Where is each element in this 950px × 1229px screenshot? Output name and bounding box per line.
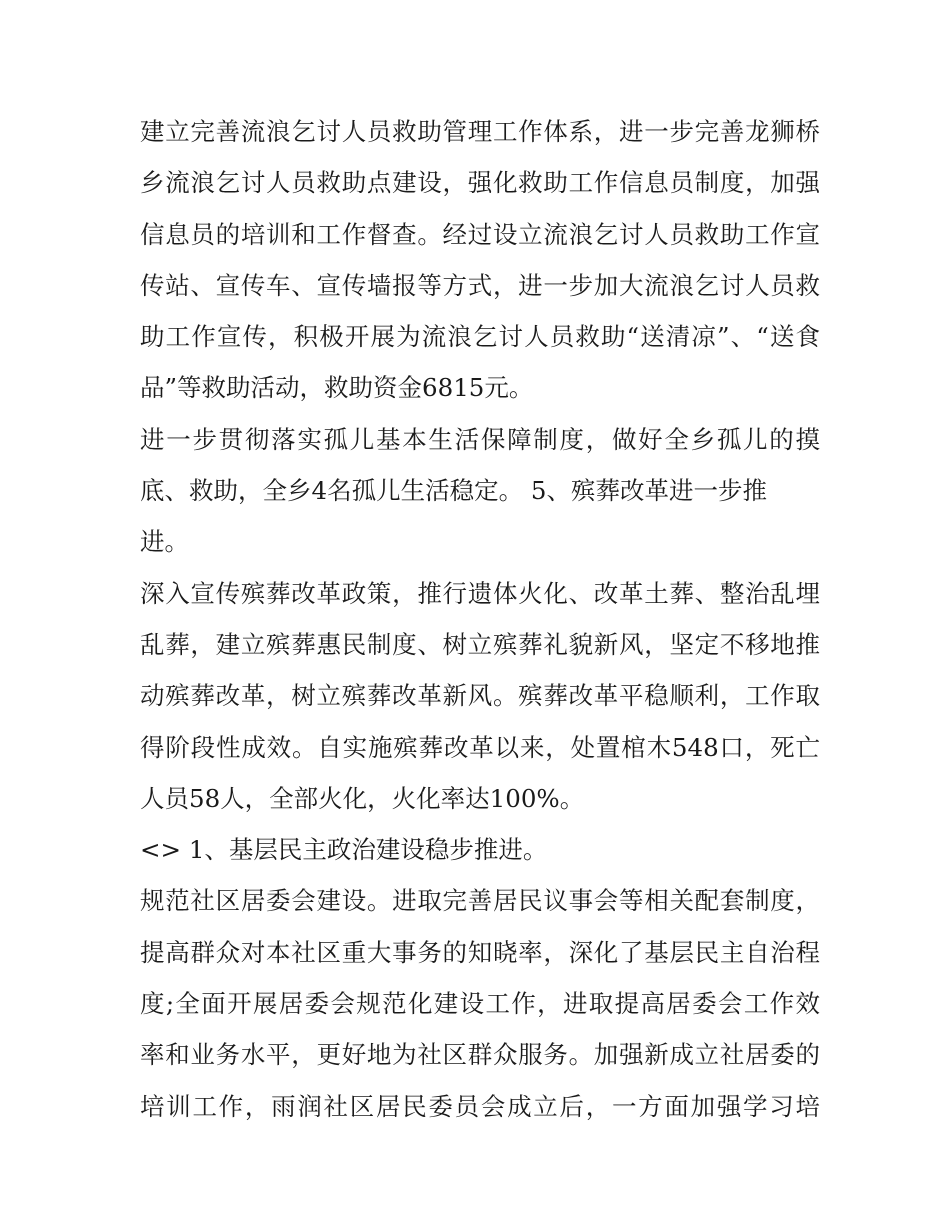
text-line: 得阶段性成效。自实施殡葬改革以来，处置棺木548口，死亡 [140, 732, 820, 762]
text-line: 动殡葬改革，树立殡葬改革新风。殡葬改革平稳顺利，工作取 [140, 681, 820, 711]
text-line: 品”等救助活动，救助资金6815元。 [140, 373, 534, 403]
paragraph-vagrant-relief [140, 106, 820, 414]
text-line: 提高群众对本社区重大事务的知晓率，深化了基层民主自治程 [140, 937, 820, 967]
text-line: 规范社区居委会建设。进取完善居民议事会等相关配套制度， [140, 886, 820, 916]
text-line: 底、救助，全乡4名孤儿生活稳定。 5、殡葬改革进一步推 [140, 476, 767, 506]
text-line: 进一步贯彻落实孤儿基本生活保障制度，做好全乡孤儿的摸 [140, 424, 820, 454]
text-line: 率和业务水平，更好地为社区群众服务。加强新成立社居委的 [140, 1040, 820, 1070]
text-line: 人员58人，全部火化，火化率达100%。 [140, 783, 585, 813]
text-line: 度;全面开展居委会规范化建设工作，进取提高居委会工作效 [140, 989, 820, 1019]
section-heading-grassroots-democracy [140, 824, 820, 875]
paragraph-community-committee [140, 875, 820, 1131]
text-line: 乱葬，建立殡葬惠民制度、树立殡葬礼貌新风，坚定不移地推 [140, 629, 820, 659]
text-line: 深入宣传殡葬改革政策，推行遗体火化、改革土葬、整治乱埋 [140, 578, 820, 608]
text-line: 进。 [140, 527, 189, 557]
document-body [140, 106, 820, 1132]
text-line: <> 1、基层民主政治建设稳步推进。 [140, 835, 548, 865]
text-line: 乡流浪乞讨人员救助点建设，强化救助工作信息员制度，加强 [140, 168, 820, 198]
text-line: 信息员的培训和工作督查。经过设立流浪乞讨人员救助工作宣 [140, 219, 820, 249]
paragraph-funeral-reform [140, 568, 820, 824]
text-line: 建立完善流浪乞讨人员救助管理工作体系，进一步完善龙狮桥 [140, 117, 820, 146]
text-line: 传站、宣传车、宣传墙报等方式，进一步加大流浪乞讨人员救 [140, 270, 820, 300]
text-line: 助工作宣传，积极开展为流浪乞讨人员救助“送清凉”、“送食 [140, 322, 820, 352]
text-line: 培训工作，雨润社区居民委员会成立后，一方面加强学习培 [140, 1091, 820, 1121]
paragraph-orphan-support [140, 414, 820, 568]
